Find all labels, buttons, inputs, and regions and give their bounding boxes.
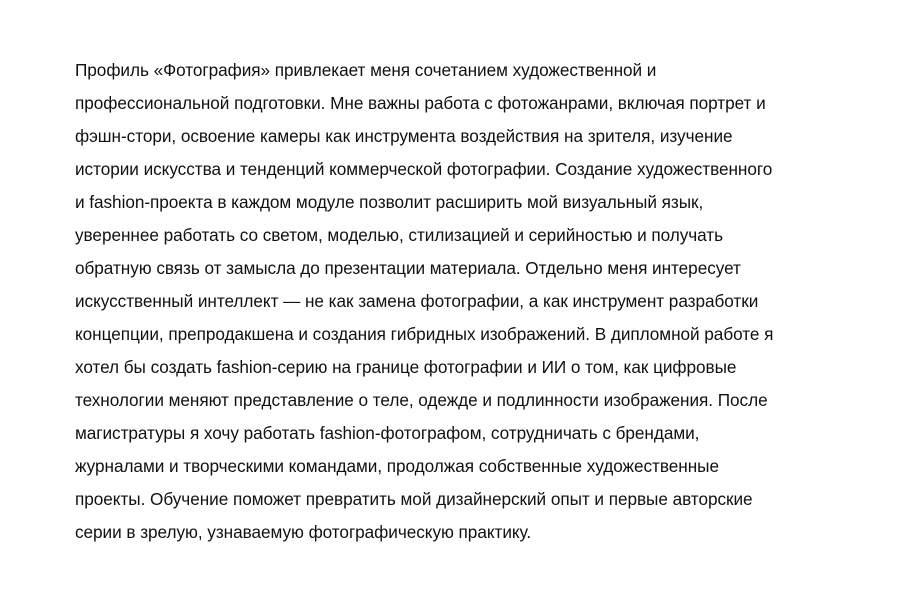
paragraph-line: увереннее работать со светом, моделью, стилизацией и серийностью и получать [75,225,724,245]
paragraph-line: журналами и творческими командами, продолжая собственные художественные [75,456,719,476]
paragraph-line: искусственный интеллект — не как замена фотографии, а как инструмент разработки [75,291,759,311]
paragraph-line: истории искусства и тенденций коммерческой фотографии. Создание художественного [75,159,773,179]
paragraph-line: серии в зрелую, узнаваемую фотографическую практику. [75,522,532,542]
paragraph-line: фэшн-стори, освоение камеры как инструмента воздействия на зрителя, изучение [75,126,733,146]
paragraph-line: проекты. Обучение поможет превратить мой дизайнерский опыт и первые авторские [75,489,753,509]
paragraph-line: и fashion-проекта в каждом модуле позволит расширить мой визуальный язык, [75,192,704,212]
paragraph-line: магистратуры я хочу работать fashion-фотографом, сотрудничать с брендами, [75,423,700,443]
paragraph-line: обратную связь от замысла до презентации материала. Отдельно меня интересует [75,258,741,278]
paragraph-line: технологии меняют представление о теле, одежде и подлинности изображения. После [75,390,768,410]
paragraph-line: концепции, препродакшена и создания гибридных изображений. В дипломной работе я [75,324,774,344]
paragraph-line: хотел бы создать fashion-серию на границе фотографии и ИИ о том, как цифровые [75,357,737,377]
paragraph-line: профессиональной подготовки. Мне важны работа с фотожанрами, включая портрет и [75,93,766,113]
paragraph-line: Профиль «Фотография» привлекает меня сочетанием художественной и [75,60,657,80]
motivation-paragraph [75,54,835,549]
